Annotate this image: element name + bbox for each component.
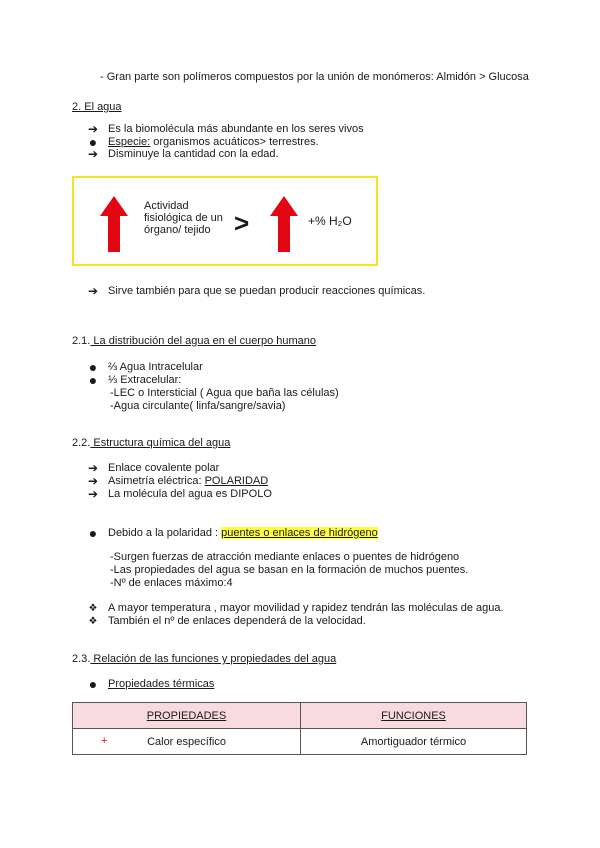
diamond-bullet-icon: ❖ bbox=[88, 616, 98, 627]
structure-item-3: La molécula del agua es DIPOLO bbox=[108, 488, 272, 500]
diagram-water-percent: +% H₂O bbox=[308, 214, 352, 228]
distribution-sub-1: -LEC o Intersticial ( Agua que baña las células) bbox=[110, 387, 339, 399]
section-2-2-number: 2.2. bbox=[72, 437, 91, 449]
arrow-bullet-icon: ➔ bbox=[87, 487, 99, 501]
table-header-functions bbox=[301, 703, 527, 729]
section-2-3-heading bbox=[72, 653, 336, 666]
polarity-text: Debido a la polaridad : bbox=[108, 527, 222, 539]
function-thermal-buffer: Amortiguador térmico bbox=[360, 735, 467, 748]
water-item-1: Es la biomolécula más abundante en los seres vivos bbox=[108, 123, 364, 135]
arrow-bullet-icon: ➔ bbox=[87, 284, 99, 298]
plus-marker: + bbox=[101, 735, 108, 747]
distribution-intracellular: ⅔ Agua Intracelular bbox=[108, 361, 203, 373]
water-item-3: Disminuye la cantidad con la edad. bbox=[108, 148, 279, 160]
dot-bullet-icon: ● bbox=[88, 525, 98, 541]
table-header-row bbox=[73, 703, 527, 729]
polarity-detail-3: -Nº de enlaces máximo:4 bbox=[110, 577, 233, 589]
polarity-line bbox=[108, 527, 378, 540]
section-2-3-number: 2.3. bbox=[72, 653, 91, 665]
water-item-2-label: Especie: bbox=[108, 136, 151, 148]
section-2-2-heading bbox=[72, 437, 230, 450]
dot-bullet-icon: ● bbox=[88, 134, 98, 150]
hydrogen-bonds-highlight: puentes o enlaces de hidrógeno bbox=[221, 527, 378, 539]
table-cell-property bbox=[73, 729, 301, 755]
arrow-bullet-icon: ➔ bbox=[87, 461, 99, 475]
diagram-text-3: órgano/ tejido bbox=[144, 224, 211, 236]
temperature-note-1: A mayor temperatura , mayor movilidad y rapidez tendrán las moléculas de agua. bbox=[108, 602, 504, 614]
water-item-4: Sirve también para que se puedan producir reacciones químicas. bbox=[108, 285, 426, 297]
red-arrow-left-icon bbox=[100, 196, 128, 252]
property-specific-heat: Calor específico bbox=[147, 735, 226, 748]
thermal-properties-label: Propiedades térmicas bbox=[108, 678, 215, 690]
distribution-extracellular: ⅓ Extracelular: bbox=[108, 374, 182, 386]
table-header-functions-label: FUNCIONES bbox=[381, 709, 446, 722]
distribution-sub-2: -Agua circulante( linfa/sangre/savia) bbox=[110, 400, 286, 412]
dot-bullet-icon: ● bbox=[88, 372, 98, 388]
arrow-bullet-icon: ➔ bbox=[87, 474, 99, 488]
polarity-detail-1: -Surgen fuerzas de atracción mediante enlaces o puentes de hidrógeno bbox=[110, 551, 460, 563]
section-2-heading: 2. El agua bbox=[72, 101, 122, 113]
table-cell-function bbox=[301, 729, 527, 755]
structure-item-1: Enlace covalente polar bbox=[108, 462, 220, 474]
table-header-properties bbox=[73, 703, 301, 729]
activity-water-diagram bbox=[72, 176, 378, 266]
table-row bbox=[73, 729, 527, 755]
arrow-bullet-icon: ➔ bbox=[87, 147, 99, 161]
water-item-2-rest: organismos acuáticos> terrestres. bbox=[150, 136, 319, 148]
section-2-1-title: La distribución del agua en el cuerpo humano bbox=[90, 335, 317, 347]
section-2-3-title: Relación de las funciones y propiedades del agua bbox=[90, 653, 337, 665]
structure-item-2-text: Asimetría eléctrica: bbox=[108, 475, 205, 487]
diagram-text-2: fisiológica de un bbox=[144, 212, 223, 224]
dot-bullet-icon: ● bbox=[88, 359, 98, 375]
structure-item-2 bbox=[108, 475, 268, 488]
table-header-properties-label: PROPIEDADES bbox=[146, 709, 227, 722]
diamond-bullet-icon: ❖ bbox=[88, 603, 98, 614]
polarity-detail-2: -Las propiedades del agua se basan en la formación de muchos puentes. bbox=[110, 564, 469, 576]
section-2-1-number: 2.1. bbox=[72, 335, 91, 347]
diagram-text-1: Actividad bbox=[144, 200, 189, 212]
section-2-2-title: Estructura química del agua bbox=[90, 437, 231, 449]
polaridad-term: POLARIDAD bbox=[204, 475, 269, 487]
greater-than-sign: > bbox=[234, 208, 250, 238]
intro-line: - Gran parte son polímeros compuestos por la unión de monómeros: Almidón > Glucosa bbox=[100, 71, 529, 83]
red-arrow-right-icon bbox=[270, 196, 298, 252]
properties-functions-table bbox=[72, 702, 527, 755]
section-2-1-heading bbox=[72, 335, 316, 348]
temperature-note-2: También el nº de enlaces dependerá de la velocidad. bbox=[108, 615, 366, 627]
arrow-bullet-icon: ➔ bbox=[87, 122, 99, 136]
dot-bullet-icon: ● bbox=[88, 676, 98, 692]
